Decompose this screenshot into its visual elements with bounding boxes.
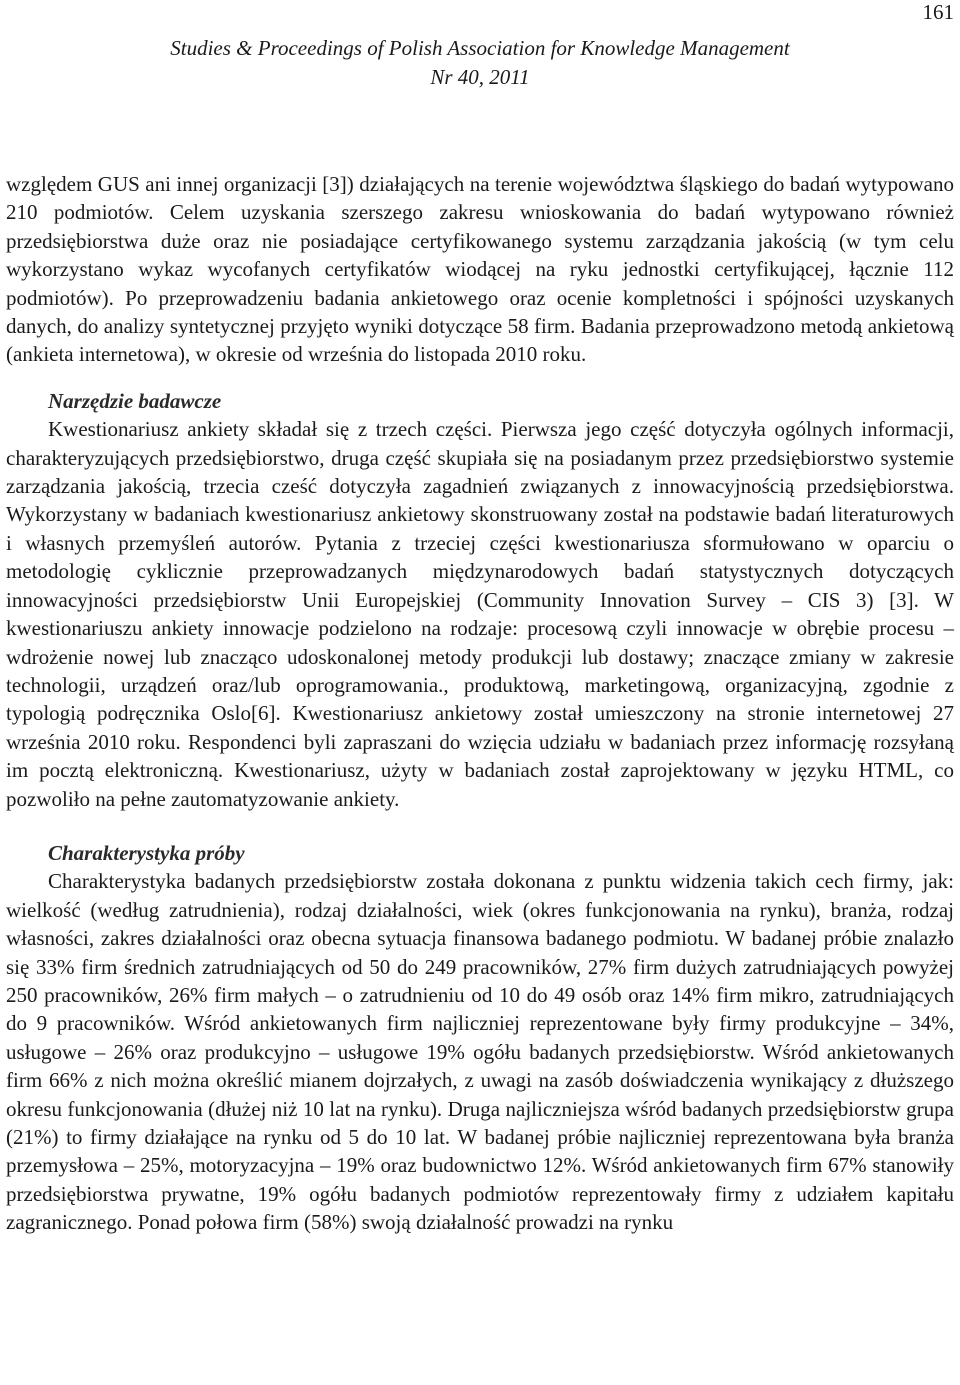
journal-title: Studies & Proceedings of Polish Association for Knowledge Management: [170, 36, 790, 60]
paragraph-sample-selection: względem GUS ani innej organizacji [3]) działających na terenie województwa śląskiego do badań wytypowano 210 podmiotów. Celem uzyskania szerszego zakresu wnioskowania do badań wytypowano również przedsiębiorstwa duże oraz nie posiadające certyfikowanego systemu zarządzania jakością (w tym celu wykorzystano wykaz wycofanych certyfikatów wiodącej na ryku jednostki certyfikującej, łącznie 112 podmiotów). Po przeprowadzeniu badania ankietowego oraz ocenie kompletności i spójności uzyskanych danych, do analizy syntetycznej przyjęto wyniki dotyczące 58 firm. Badania przeprowadzono metodą ankietową (ankieta internetowa), w okresie od września do listopada 2010 roku.: [6, 172, 954, 367]
paragraph-sample-characteristics: Charakterystyka badanych przedsiębiorstw została dokonana z punktu widzenia takich cech firmy, jak: wielkość (według zatrudnienia), rodzaj działalności, wiek (okres funkcjonowania na rynku), branża, rodzaj własności, zakres działalności oraz obecna sytuacja finansowa badanego podmiotu. W badanej próbie znalazło się 33% firm średnich zatrudniających od 50 do 249 pracowników, 27% firm dużych zatrudniających powyżej 250 pracowników, 26% firm małych – o zatrudnieniu od 10 do 49 osób oraz 14% firm mikro, zatrudniających do 9 pracowników. Wśród ankietowanych firm najliczniej reprezentowane były firmy produkcyjne – 34%, usługowe – 26% oraz produkcyjno – usługowe 19% ogółu badanych przedsiębiorstw. Wśród ankietowanych firm 66% z nich można określić mianem dojrzałych, z uwagi na zasób doświadczenia wynikający z dłuższego okresu funkcjonowania (dłużej niż 10 lat na rynku). Druga najliczniejsza wśród badanych przedsiębiorstw grupa (21%) to firmy działające na rynku od 5 do 10 lat. W badanej próbie najliczniej reprezentowana była branża przemysłowa – 25%, motoryzacyjna – 19% oraz budownictwo 12%. Wśród ankietowanych firm 67% stanowiły przedsiębiorstwa prywatne, 19% ogółu badanych podmiotów reprezentowały firmy z udziałem kapitału zagranicznego. Ponad połowa firm (58%) swoją działalność prowadzi na rynku: [6, 869, 954, 1235]
journal-issue: Nr 40, 2011: [430, 65, 530, 89]
running-header: [0, 34, 960, 92]
paragraph-research-tool: Kwestionariusz ankiety składał się z trzech części. Pierwsza jego część dotyczyła ogólnych informacji, charakteryzujących przedsiębiorstwo, druga część skupiała się na posiadanym przez przedsiębiorstwo systemie zarządzania jakością, trzecia cześć dotyczyła zagadnień związanych z innowacyjnością przedsiębiorstwa. Wykorzystany w badaniach kwestionariusz ankietowy skonstruowany został na podstawie badań literaturowych i własnych przemyśleń autorów. Pytania z trzeciej części kwestionariusza sformułowano w oparciu o metodologię cyklicznie przeprowadzanych międzynarodowych badań statystycznych dotyczących innowacyjności przedsiębiorstw Unii Europejskiej (Community Innovation Survey – CIS 3) [3]. W kwestionariuszu ankiety innowacje podzielono na rodzaje: procesową czyli innowacje w obrębie procesu – wdrożenie nowej lub znacząco udoskonalonej metody produkcji lub dostawy; znaczące zmiany w zakresie technologii, urządzeń oraz/lub oprogramowania., produktową, marketingową, organizacyjną, zgodnie z typologią podręcznika Oslo[6]. Kwestionariusz ankietowy został umieszczony na stronie internetowej 27 września 2010 roku. Respondenci byli zapraszani do wzięcia udziału w badaniach przez informację rozsyłaną im pocztą elektroniczną. Kwestionariusz, użyty w badaniach został zaprojektowany w języku HTML, co pozwoliło na pełne zautomatyzowanie ankiety.: [6, 417, 954, 811]
article-body: [6, 170, 954, 1237]
section-heading-research-tool: Narzędzie badawcze: [48, 388, 222, 413]
page-number: 161: [922, 0, 954, 24]
section-heading-sample-characteristics: Charakterystyka próby: [48, 840, 245, 865]
